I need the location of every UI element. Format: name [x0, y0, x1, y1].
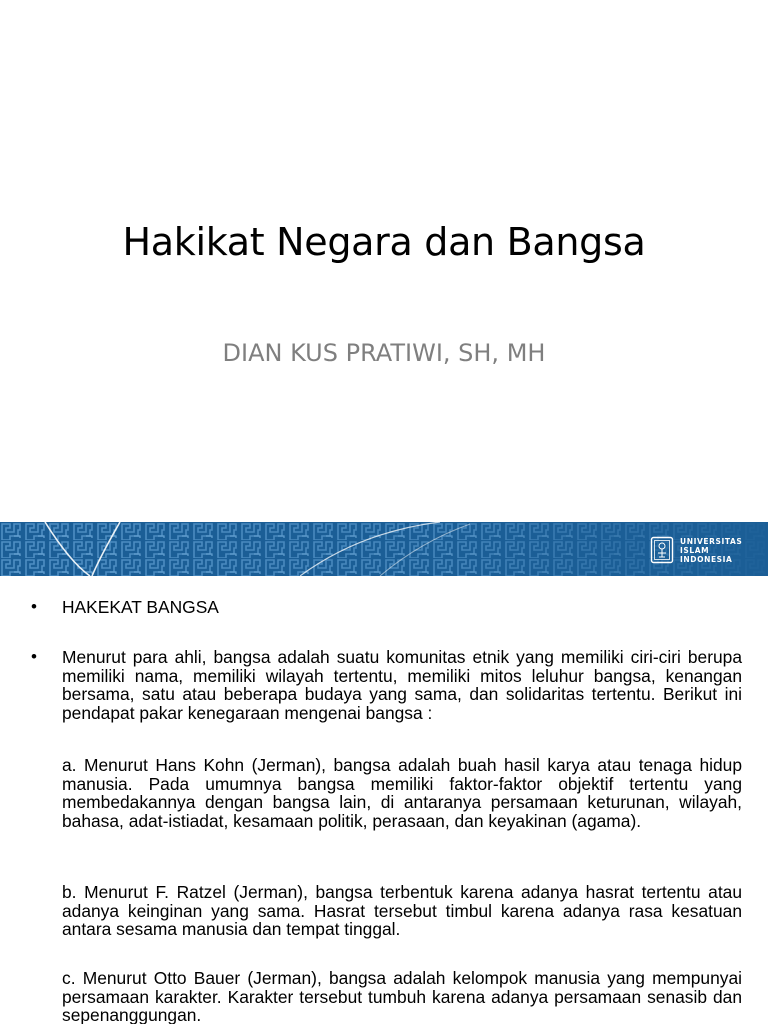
section-heading: HAKEKAT BANGSA [62, 597, 219, 617]
paragraph-otto-bauer: c. Menurut Otto Bauer (Jerman), bangsa adalah kelompok manusia yang mempunyai persamaan karakter. Karakter tersebut tumbuh karena adanya persamaan senasib dan sepenanggungan. [62, 968, 742, 1024]
footer-banner [0, 522, 768, 576]
logo-line-2: ISLAM [680, 545, 710, 555]
paragraph-hans-kohn: a. Menurut Hans Kohn (Jerman), bangsa adalah buah hasil karya atau tenaga hidup manusia. Pada umumnya bangsa memiliki faktor-faktor objektif tertentu yang membedakannya dengan bangsa lain, di antaranya persamaan keturunan, wilayah, bahasa, adat-istiadat, kesamaan politik, perasaan, dan keyakinan (agama). [62, 755, 742, 831]
bullet-marker: • [31, 647, 37, 666]
slide-content [0, 576, 768, 1024]
university-logo [650, 534, 760, 566]
university-name [680, 537, 742, 564]
logo-line-1: UNIVERSITAS [680, 536, 743, 546]
paragraph-ratzel: b. Menurut F. Ratzel (Jerman), bangsa terbentuk karena adanya hasrat tertentu atau adanya keinginan yang sama. Hasrat tersebut timbul karena adanya rasa kesatuan antara sesama manusia dan tempat tinggal. [62, 882, 742, 940]
intro-paragraph: Menurut para ahli, bangsa adalah suatu komunitas etnik yang memiliki ciri-ciri berupa memiliki nama, memiliki wilayah tertentu, memiliki mitos leluhur bangsa, kenangan bersama, satu atau beberapa budaya yang sama, dan solidaritas tertentu. Berikut ini pendapat pakar kenegaraan mengenai bangsa : [62, 647, 742, 723]
bullet-marker: • [31, 597, 37, 616]
uii-emblem-icon [650, 536, 674, 564]
slide-title: Hakikat Negara dan Bangsa [122, 220, 646, 264]
logo-line-3: INDONESIA [680, 554, 733, 564]
slide-subtitle: DIAN KUS PRATIWI, SH, MH [222, 339, 546, 367]
